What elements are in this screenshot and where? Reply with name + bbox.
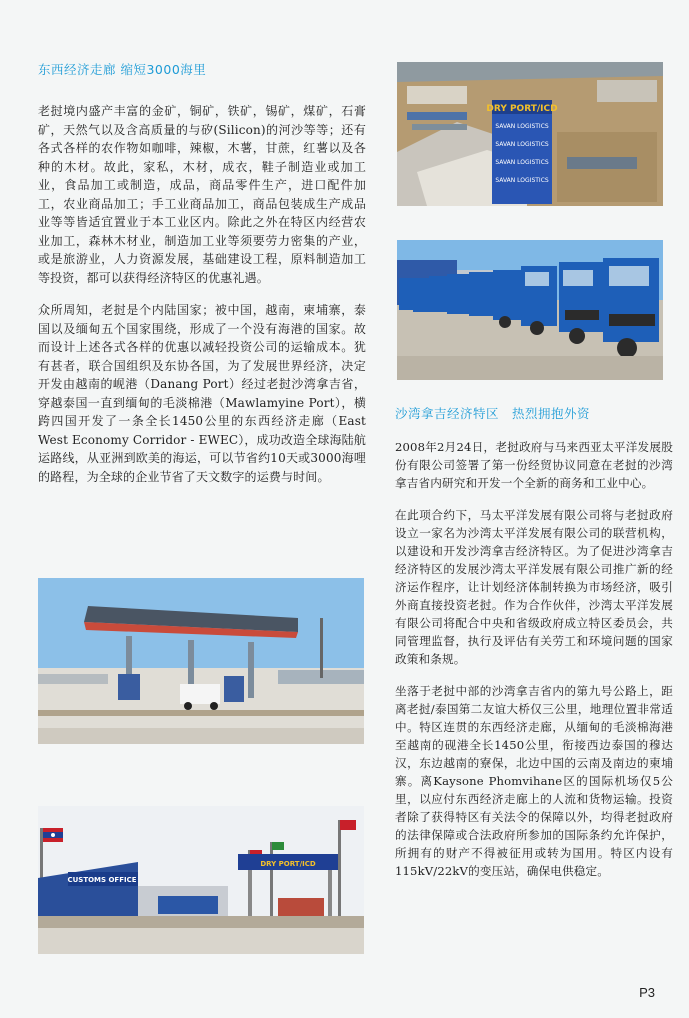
right-column: [395, 404, 673, 894]
section-heading-corridor: 东西经济走廊 缩短3000海里: [38, 62, 207, 77]
photo-customs-office: [38, 806, 364, 954]
savan-logistics-label-1: SAVAN LOGISTICS: [495, 123, 549, 130]
photo-toll-gate: [38, 578, 364, 744]
dry-port-sign-text: DRY PORT/ICD: [486, 104, 558, 114]
savan-logistics-label-2: SAVAN LOGISTICS: [495, 141, 549, 148]
section-heading-sez: 沙湾拿吉经济特区 热烈拥抱外资: [395, 406, 591, 421]
paragraph-joint-venture: 在此项合约下，马太平洋发展有限公司将与老挝政府设立一家名为沙湾太平洋发展有限公司的联营机构，以建设和开发沙湾拿吉经济特区。为了促进沙湾拿吉经济特区的发展沙湾太平洋发展有限公司推广新的经济运作程序，让计划经济体制转换为市场经济，吸引外商直接投资老挝。作为合作伙伴，沙湾太平洋发展有限公司将配合中央和省级政府成立特区委员会，共同管理监督，执行及评估有关劳工和环境问题的国家政策和条规。: [395, 508, 673, 666]
photo-dry-port-aerial: [397, 62, 663, 206]
page-number: P3: [639, 985, 655, 1000]
savan-logistics-label-4: SAVAN LOGISTICS: [495, 177, 549, 184]
paragraph-location: 坐落于老挝中部的沙湾拿吉省内的第九号公路上，距离老挝/泰国第二友谊大桥仅三公里，地理位置非常适中。特区连贯的东西经济走廊，从缅甸的毛淡棉海港至越南的砚港全长1450公里，衔接西边泰国的穆达汉，东边越南的寮保，北边中国的云南及南边的柬埔寨。离Kaysone Phomvihane区的国际机场仅5公里，以应付东西经济走廊上的人流和货物运输。投资者除了获得特区有关法令的保障以外，均得老挝政府的法律保障或合法政府所参加的国际条约允许保护，所拥有的财产不得被征用或转为国用。特区内设有115kV/22kV的变压站，确保电供稳定。: [395, 684, 673, 878]
photo-blue-trucks: [397, 240, 663, 380]
left-column: [38, 60, 366, 500]
customs-office-sign-text: CUSTOMS OFFICE: [67, 876, 137, 884]
customs-gate-dryport-sign: DRY PORT/ICD: [260, 860, 316, 868]
savan-logistics-label-3: SAVAN LOGISTICS: [495, 159, 549, 166]
paragraph-agreement: 2008年2月24日，老挝政府与马来西亚太平洋发展股份有限公司签署了第一份经贸协议同意在老挝的沙湾拿吉省内研究和开发一个全新的商务和工业中心。: [395, 440, 673, 490]
paragraph-resources: 老挝境内盛产丰富的金矿，铜矿，铁矿，锡矿，煤矿，石膏矿，天然气以及含高质量的与矽(Silicon)的河沙等等；还有各式各样的农作物如咖啡，辣椒，木薯，甘蔗，红薯以及各种的木材。故此，家私，木材，成衣，鞋子制造业或加工业，食品加工或制造，成品，商品零件生产，进口配件加工，农业商品加工；手工业商品加工，商品包装成生产成品业等等皆适宜置业于本工业区内。除此之外在特区内经营农业加工，森林木材业，制造加工业等须要劳力密集的产业，或是旅游业，人力资源发展，基础建设工程，原料制造加工等投资，都可以获得经济特区的优惠礼遇。: [38, 104, 366, 285]
paragraph-corridor: 众所周知，老挝是个内陆国家；被中国，越南，柬埔寨，泰国以及缅甸五个国家围绕，形成了一个没有海港的国家。故而设计上述各式各样的优惠以减轻投资公司的运输成本。犹有甚者，联合国组织及东协各国，为了发展世界经济，决定开发由越南的岘港（Danang Port）经过老挝沙湾拿吉省，穿越泰国一直到缅甸的毛淡棉港（Mawlamyine Port），横跨四国开发了一条全长1450公里的东西经济走廊（East West Economy Corridor - EWEC），成功改造全球海陆航运路线，从亚洲到欧美的海运，可以节省约10天或3000海哩的路程，为全球的企业节省了天文数字的运费与时间。: [38, 303, 366, 484]
